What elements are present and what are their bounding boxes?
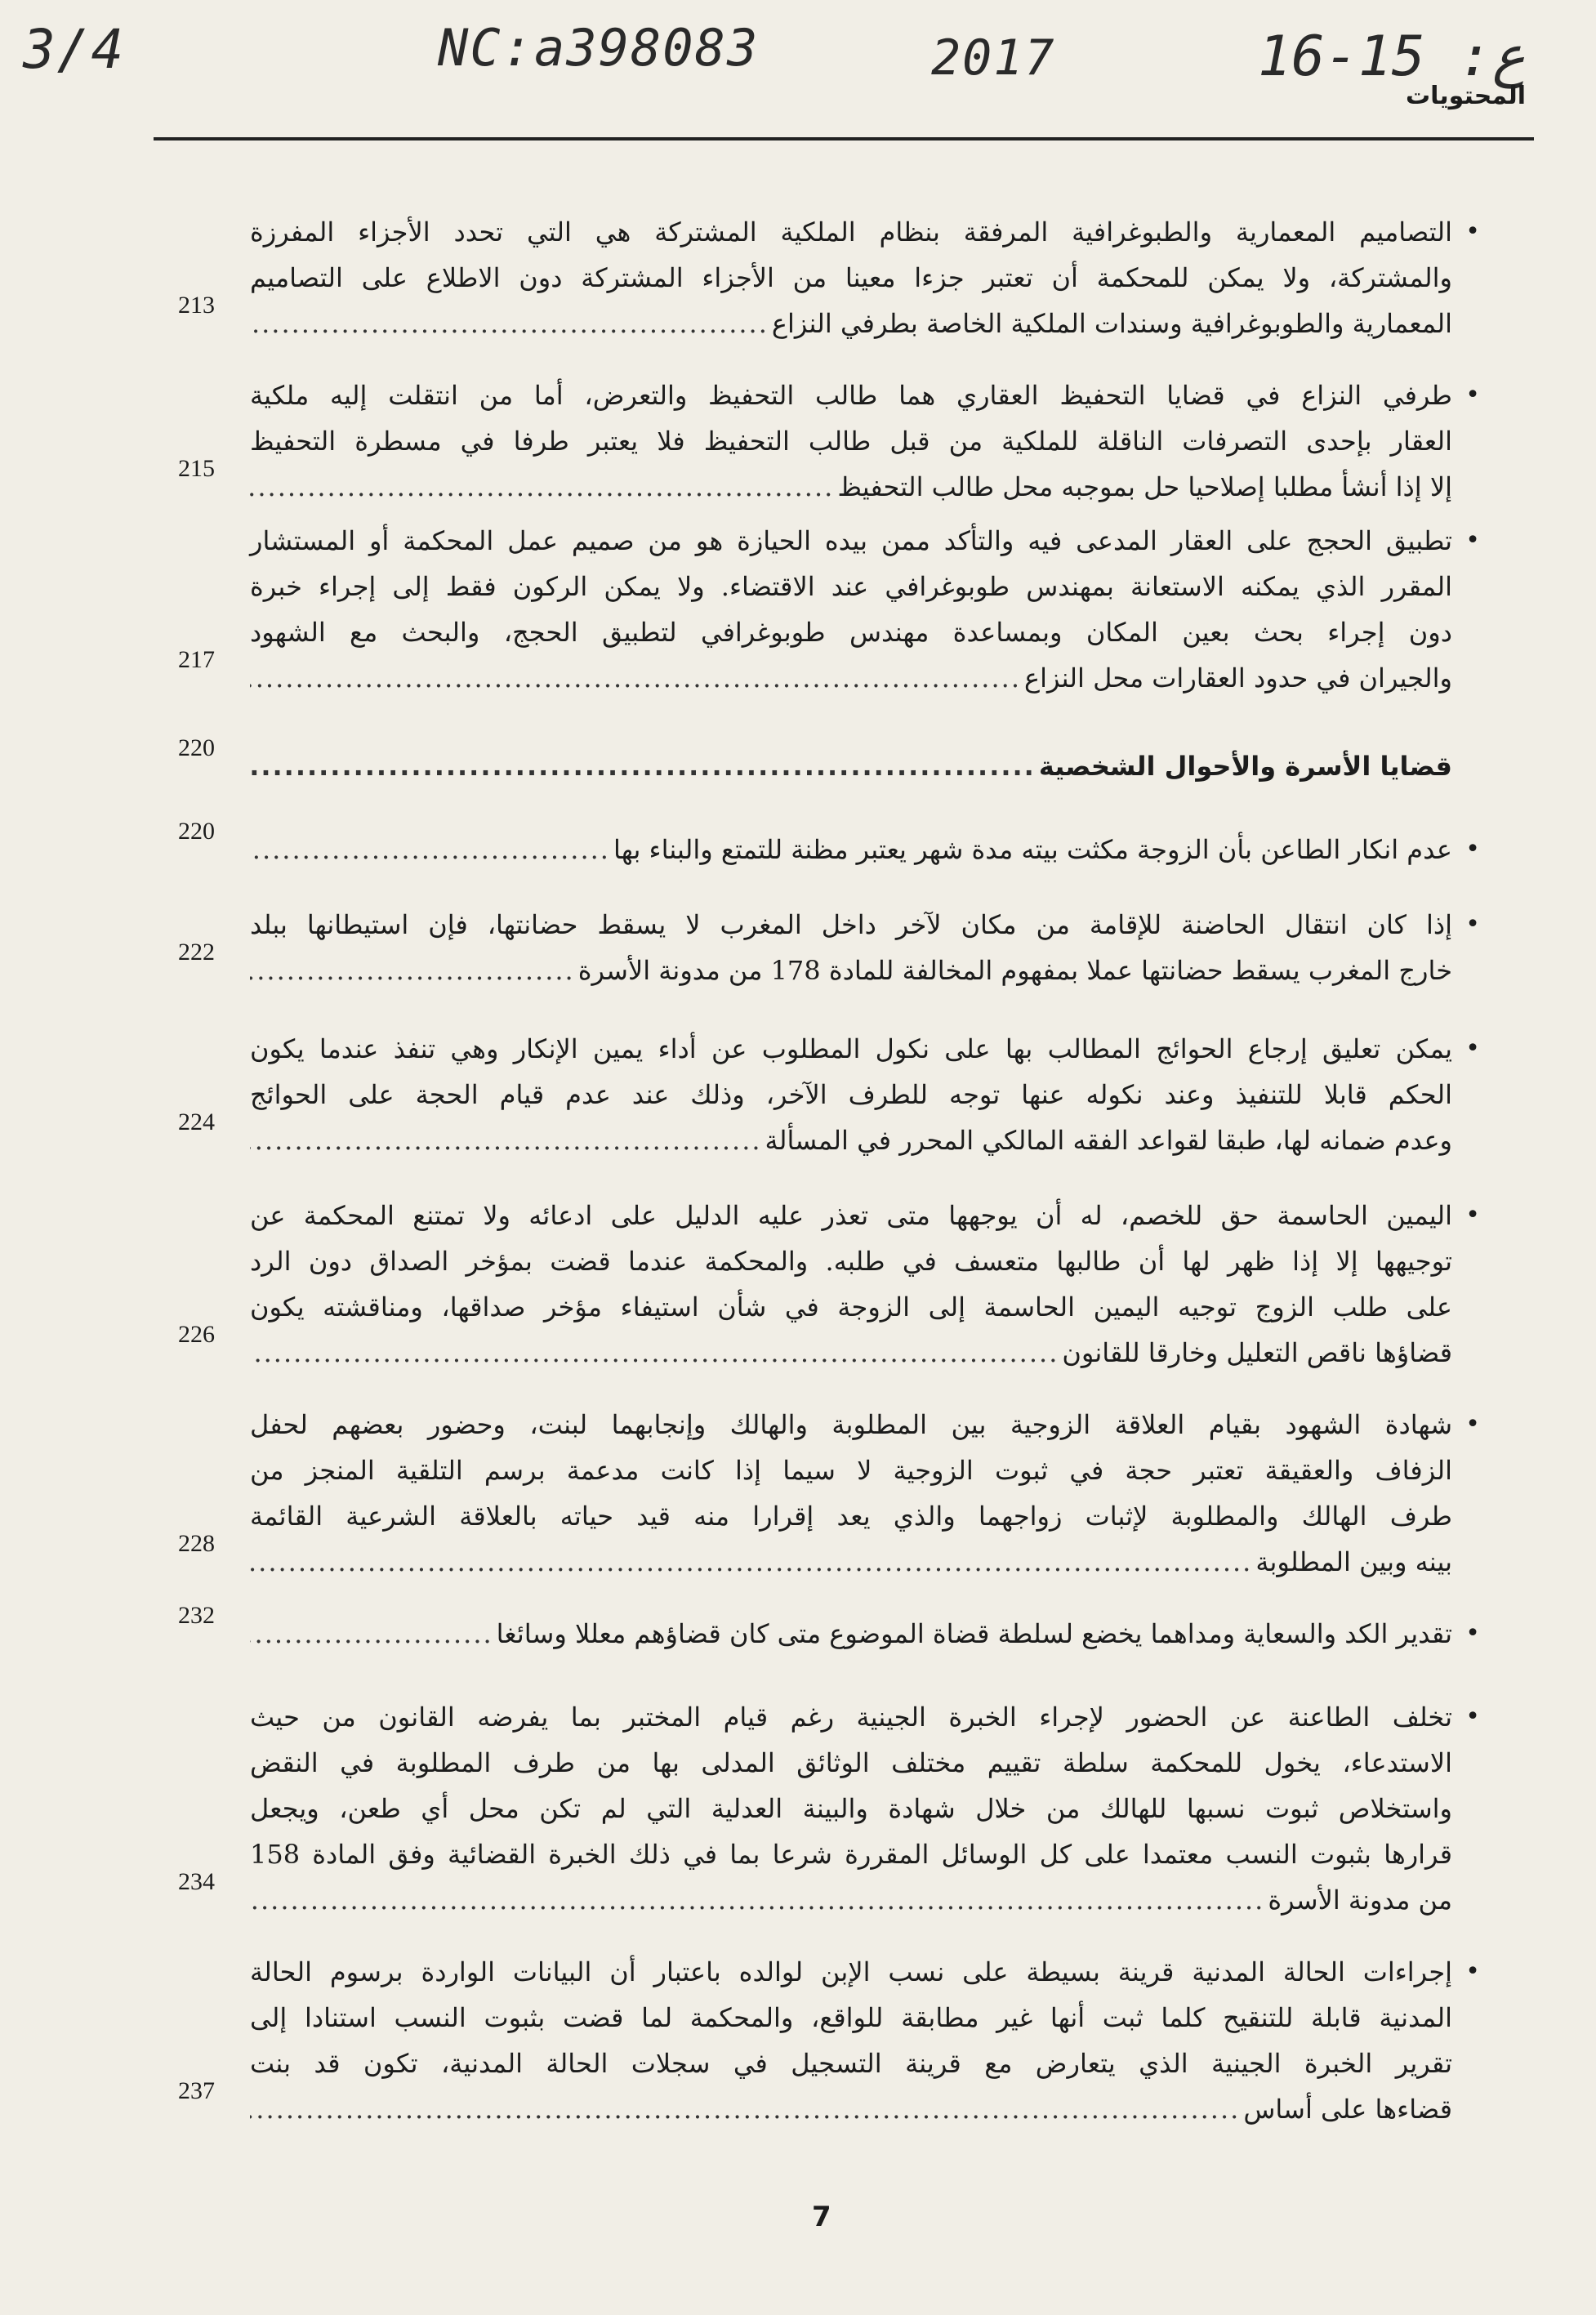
toc-entry-text xyxy=(250,1611,1452,1657)
toc-line: واستخلاص ثبوت نسبها للهالك من خلال شهادة والبينة العدلية التي لم تكن محل أي طعن، ويجعل xyxy=(250,1793,1453,1824)
toc-line: والمشتركة، ولا يمكن للمحكمة أن تعتبر جزءا معينا من الأجزاء المشتركة دون الاطلاع على التصاميم xyxy=(250,262,1453,293)
bullet-mark: • xyxy=(1465,381,1480,409)
toc-line xyxy=(250,1117,1452,1163)
toc-line-text: بينه وبين المطلوبة xyxy=(1255,1546,1452,1577)
bullet-mark: • xyxy=(1465,1702,1480,1731)
page-number: 7 xyxy=(812,2201,831,2233)
dot-leader xyxy=(250,743,1036,789)
handwritten-fraction-mark: 3/4 xyxy=(23,18,126,81)
toc-line: إذا كان انتقال الحاضنة للإقامة من مكان لآخر داخل المغرب لا يسقط حضانتها، فإن استيطانها ببلد xyxy=(250,909,1453,940)
toc-entry-text xyxy=(250,827,1452,872)
toc-page-number: 213 xyxy=(178,292,215,319)
toc-line: التصاميم المعمارية والطبوغرافية المرفقة بنظام الملكية المشتركة هي التي تحدد الأجزاء المفرزة xyxy=(250,216,1452,248)
header-rule xyxy=(154,137,1534,141)
dot-leader xyxy=(250,301,769,346)
toc-line-text: عدم انكار الطاعن بأن الزوجة مكثت بيته مدة شهر يعتبر مظنة للتمتع والبناء بها xyxy=(613,834,1452,865)
toc-line: تقرير الخبرة الجينية الذي يتعارض مع قرينة التسجيل في سجلات الحالة المدنية، تكون قد بنت xyxy=(250,2048,1453,2079)
toc-page-number: 237 xyxy=(178,2077,215,2104)
toc-line-text: المعمارية والطوبوغرافية وسندات الملكية الخاصة بطرفي النزاع xyxy=(771,308,1452,339)
toc-entry-text xyxy=(250,518,1452,701)
toc-line-text: إلا إذا أنشأ مطلبا إصلاحيا حل بموجبه محل طالب التحفيظ xyxy=(837,471,1452,502)
toc-entry-text xyxy=(250,372,1452,510)
toc-line: العقار بإحدى التصرفات الناقلة للملكية من قبل طالب التحفيظ فلا يعتبر طرفا في مسطرة التحفيظ xyxy=(250,426,1452,457)
bullet-mark: • xyxy=(1465,1957,1480,1986)
toc-line: الحكم قابلا للتنفيذ وعند نكوله عنها توجه للطرف الآخر، وذلك عند عدم قيام الحجة على الحوائج xyxy=(250,1079,1452,1110)
dot-leader xyxy=(250,1539,1252,1585)
table-of-contents xyxy=(0,209,1596,2202)
toc-line: المدنية قابلة للتنقيح كلما ثبت أنها غير مطابقة للواقع، والمحكمة لما قضت بثبوت النسب استنادا إلى xyxy=(250,2002,1452,2033)
bullet-mark: • xyxy=(1465,910,1480,939)
toc-entry-text xyxy=(250,1193,1452,1376)
toc-entry-text xyxy=(250,1026,1452,1163)
toc-line: شهادة الشهود بقيام العلاقة الزوجية بين المطلوبة والهالك وإنجابهما لبنت، وحضور بعضهم لحفل xyxy=(250,1409,1452,1440)
toc-page-number: 220 xyxy=(178,818,215,845)
dot-leader xyxy=(250,655,1021,701)
toc-line-text: من مدونة الأسرة xyxy=(1268,1885,1452,1916)
toc-page-number: 220 xyxy=(178,734,215,761)
toc-line xyxy=(250,464,1452,510)
toc-line-text: قضاءها على أساس xyxy=(1243,2094,1452,2125)
toc-line: طرف الهالك والمطلوبة لإثبات زواجهما والذي يعد إقرارا منه قيد حياته بالعلاقة الشرعية القائمة xyxy=(250,1501,1453,1532)
dot-leader xyxy=(250,1877,1264,1923)
toc-line xyxy=(250,301,1452,346)
toc-line xyxy=(250,1611,1452,1657)
toc-line xyxy=(250,1877,1452,1923)
toc-entry-text xyxy=(250,743,1452,789)
dot-leader xyxy=(250,827,610,872)
toc-line xyxy=(250,2086,1452,2132)
toc-line: دون إجراء بحث بعين المكان وبمساعدة مهندس طوبوغرافي لتطبيق الحجج، والبحث مع الشهود xyxy=(250,617,1452,648)
toc-page-number: 224 xyxy=(178,1108,215,1135)
dot-leader xyxy=(250,948,575,993)
toc-line xyxy=(250,1330,1452,1376)
bullet-mark: • xyxy=(1465,1034,1480,1063)
toc-line xyxy=(250,948,1452,993)
toc-entry-text xyxy=(250,1949,1452,2132)
dot-leader xyxy=(250,1117,762,1163)
bullet-mark: • xyxy=(1465,217,1480,246)
toc-line-text: خارج المغرب يسقط حضانتها عملا بمفهوم المخالفة للمادة 178 من مدونة الأسرة xyxy=(577,955,1452,986)
toc-line xyxy=(250,655,1452,701)
bullet-mark: • xyxy=(1465,1201,1480,1229)
toc-line: تخلف الطاعنة عن الحضور لإجراء الخبرة الجينية رغم قيام المختبر بما يفرضه القانون من حيث xyxy=(250,1702,1452,1733)
toc-line: الاستدعاء، يخول للمحكمة سلطة تقييم مختلف الوثائق المدلى بها من طرف المطلوبة في النقض xyxy=(250,1747,1452,1778)
toc-entry-text xyxy=(250,1694,1452,1923)
dot-leader xyxy=(250,2086,1240,2132)
toc-line: إجراءات الحالة المدنية قرينة بسيطة على نسب الإبن لوالده باعتبار أن البيانات الواردة برسوم الحالة xyxy=(250,1956,1453,1987)
toc-line: المقرر الذي يمكنه الاستعانة بمهندس طوبوغرافي عند الاقتضاء. ولا يمكن الركون فقط إلى إجراء خبرة xyxy=(250,571,1453,602)
toc-line: توجيهها إلا إذا ظهر لها أن طالبها متعسف في طلبه. والمحكمة عندما قضت بمؤخر الصداق دون الرد xyxy=(250,1246,1452,1277)
toc-line-text: وعدم ضمانه لها، طبقا لقواعد الفقه المالكي المحرر في المسألة xyxy=(765,1125,1452,1156)
bullet-mark: • xyxy=(1465,1619,1480,1648)
toc-line: يمكن تعليق إرجاع الحوائج المطالب بها على نكول المطلوب عن أداء يمين الإنكار وهي تنفذ عندما يكون xyxy=(250,1033,1452,1064)
toc-page-number: 232 xyxy=(178,1602,215,1629)
toc-page-number: 217 xyxy=(178,646,215,673)
bullet-mark: • xyxy=(1465,1410,1480,1439)
toc-line: طرفي النزاع في قضايا التحفيظ العقاري هما طالب التحفيظ والتعرض، أما من انتقلت إليه ملكية xyxy=(250,380,1453,411)
toc-page-number: 222 xyxy=(178,939,215,966)
toc-line: تطبيق الحجج على العقار المدعى فيه والتأكد ممن بيده الحيازة هو من صميم عمل المحكمة أو المستشار xyxy=(250,525,1452,556)
toc-line-text: والجيران في حدود العقارات محل النزاع xyxy=(1023,662,1452,694)
toc-line: على طلب الزوج توجيه اليمين الحاسمة إلى الزوجة في شأن استيفاء مؤخر صداقها، ومناقشته يكون xyxy=(250,1291,1452,1323)
toc-entry-text xyxy=(250,1402,1452,1585)
toc-line-text: قضايا الأسرة والأحوال الشخصية xyxy=(1038,751,1452,782)
toc-page-number: 226 xyxy=(178,1321,215,1348)
toc-line xyxy=(250,827,1452,872)
toc-line: اليمين الحاسمة حق للخصم، له أن يوجهها متى تعذر عليه الدليل على ادعائه ولا تمتنع المحكمة عن xyxy=(250,1200,1452,1231)
toc-page-number: 215 xyxy=(178,455,215,482)
handwritten-year: 2017 xyxy=(931,29,1056,87)
toc-page-number: 234 xyxy=(178,1868,215,1895)
dot-leader xyxy=(250,1330,1059,1376)
dot-leader xyxy=(250,464,834,510)
bullet-mark: • xyxy=(1465,526,1480,555)
toc-entry-text xyxy=(250,209,1452,346)
toc-entry-text xyxy=(250,902,1452,993)
toc-page-number: 228 xyxy=(178,1530,215,1557)
toc-line: قرارها بثبوت النسب معتمدا على كل الوسائل المقررة شرعا بما في ذلك الخبرة القضائية وفق المادة 158 xyxy=(250,1839,1452,1870)
toc-line-text: قضاؤها ناقص التعليل وخارقا للقانون xyxy=(1062,1337,1452,1368)
handwritten-issue-number: ع: 15-16 xyxy=(1258,25,1526,89)
toc-line-text: تقدير الكد والسعاية ومداهما يخضع لسلطة قضاة الموضوع متى كان قضاؤهم معللا وسائغا xyxy=(496,1618,1452,1649)
dot-leader xyxy=(250,1611,493,1657)
bullet-mark: • xyxy=(1465,835,1480,863)
running-header-title: المحتويات xyxy=(1405,82,1526,110)
toc-line xyxy=(250,1539,1452,1585)
toc-line: الزفاف والعقيقة تعتبر حجة في ثبوت الزوجية لا سيما إذا كانت مدعمة برسم التلقية المنجز من xyxy=(250,1455,1453,1486)
handwritten-reference-number: NC:a398083 xyxy=(438,18,760,78)
toc-line xyxy=(250,743,1452,789)
